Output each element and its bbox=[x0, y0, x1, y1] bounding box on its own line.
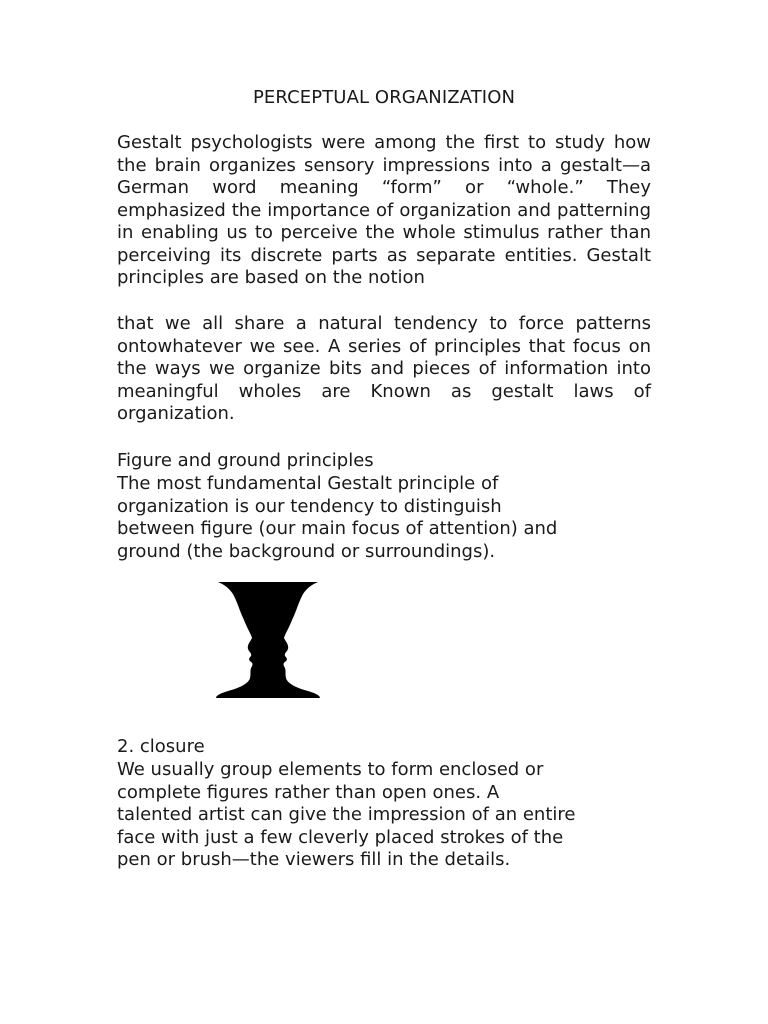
closure-line: complete figures rather than open ones. A bbox=[117, 781, 500, 803]
figure-ground-heading: Figure and ground principles bbox=[117, 450, 374, 471]
figure-ground-body bbox=[117, 473, 651, 563]
closure-line: We usually group elements to form enclosed or bbox=[117, 759, 544, 780]
closure-heading: 2. closure bbox=[117, 736, 205, 757]
page-title: PERCEPTUAL ORGANIZATION bbox=[252, 87, 516, 108]
figure-ground-line: organization is our tendency to distinguish bbox=[117, 495, 502, 517]
intro-paragraph-1-text: Gestalt psychologists were among the first to study how the brain organizes sensory impressions into a gestalt—a German word meaning “form” or “whole.” They emphasized the importance of organization and patterning in enabling us to perceive the whole stimulus rather than perceiving its discrete parts as separate entities. Gestalt principles are based on the notion bbox=[117, 132, 651, 288]
figure-ground-line: ground (the background or surroundings). bbox=[117, 540, 496, 562]
closure-line: face with just a few cleverly placed strokes of the bbox=[117, 826, 564, 848]
closure-body bbox=[117, 759, 651, 872]
closure-line: pen or brush—the viewers fill in the details. bbox=[117, 849, 511, 870]
rubin-vase-silhouette bbox=[216, 582, 320, 698]
intro-paragraph-2 bbox=[117, 313, 651, 426]
figure-ground-line: The most fundamental Gestalt principle of bbox=[117, 473, 499, 494]
figure-ground-line: between figure (our main focus of attention) and bbox=[117, 518, 558, 539]
rubin-vase-icon bbox=[216, 580, 320, 700]
intro-paragraph-2-text: that we all share a natural tendency to force patterns ontowhatever we see. A series of principles that focus on the ways we organize bits and pieces of information into meaningful wholes are Known as gestalt laws of organization. bbox=[117, 313, 651, 424]
intro-paragraph-1 bbox=[117, 132, 651, 290]
closure-line: talented artist can give the impression of an entire bbox=[117, 804, 576, 825]
